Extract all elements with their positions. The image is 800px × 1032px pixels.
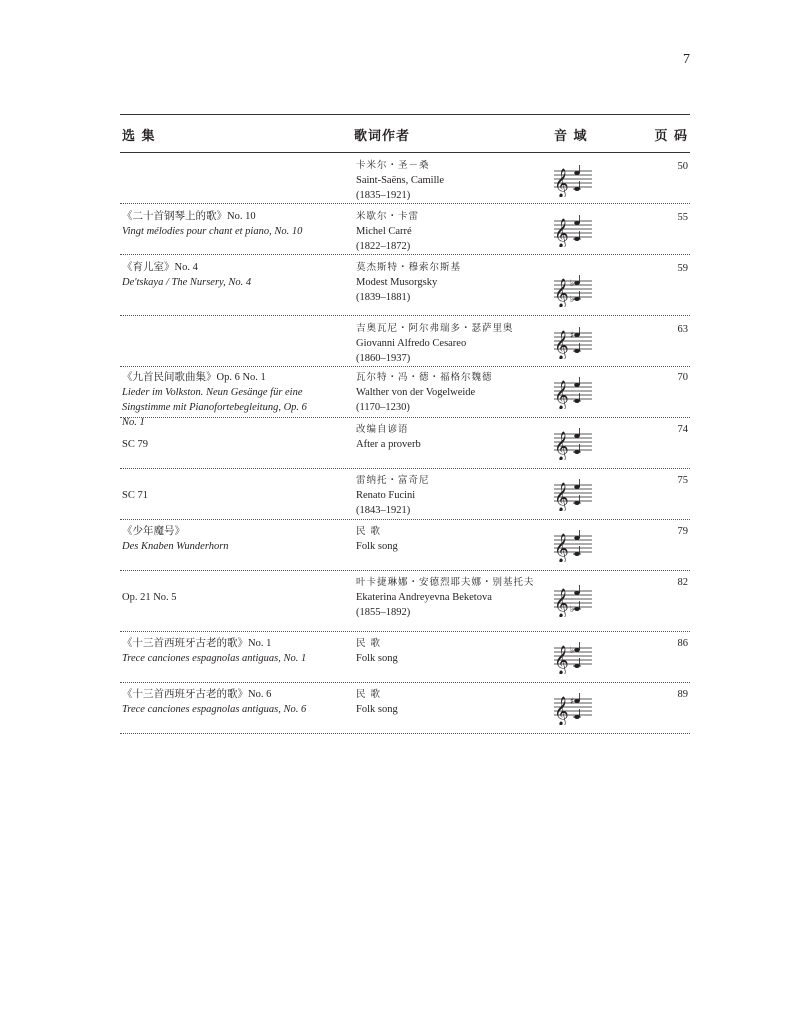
collection-en: Vingt mélodies pour chant et piano, No. 10	[122, 226, 303, 237]
author-cn: 吉奥瓦尼・阿尔弗瑞多・瑟萨里奥	[356, 323, 514, 334]
author-cn: 民 歌	[356, 526, 382, 537]
author-years: (1835–1921)	[356, 190, 411, 201]
vocal-range-staff	[552, 583, 592, 617]
page-ref: 70	[677, 372, 688, 383]
collection-single: SC 71	[122, 490, 148, 501]
author-cell	[356, 260, 556, 305]
author-cn: 改编自谚语	[356, 424, 409, 435]
table-row	[120, 153, 690, 204]
author-cn: 民 歌	[356, 689, 382, 700]
page-ref: 63	[677, 324, 688, 335]
flat-icon: ♭	[570, 279, 575, 289]
collection-cell	[122, 590, 342, 605]
collection-en: Trece canciones espagnolas antiguas, No. 1	[122, 653, 307, 664]
sharp-icon: ♯	[570, 697, 575, 707]
page-ref: 59	[677, 263, 688, 274]
author-en: Folk song	[356, 704, 398, 715]
collection-cell	[122, 524, 342, 554]
table-row	[120, 418, 690, 469]
author-cell	[356, 370, 556, 415]
table-row	[120, 520, 690, 571]
page-ref: 55	[677, 212, 688, 223]
table-header	[120, 114, 690, 153]
table-row	[120, 316, 690, 367]
collection-cn: 《十三首西班牙古老的歌》No. 6	[122, 689, 272, 700]
author-en: Renato Fucini	[356, 490, 416, 501]
vocal-range-staff	[552, 325, 592, 359]
author-en: After a proverb	[356, 439, 421, 450]
flat-icon: ♭	[570, 605, 575, 615]
collection-single: SC 79	[122, 439, 148, 450]
table-row	[120, 204, 690, 255]
author-years: (1170–1230)	[356, 402, 410, 413]
collection-cell	[122, 260, 342, 290]
author-cell	[356, 422, 556, 452]
page-ref: 89	[677, 689, 688, 700]
header-range: 音 域	[554, 129, 588, 144]
vocal-range-staff	[552, 375, 592, 409]
vocal-range-staff	[552, 213, 592, 247]
author-years: (1855–1892)	[356, 607, 411, 618]
table-row	[120, 683, 690, 734]
vocal-range-staff	[552, 426, 592, 460]
page-ref: 82	[677, 577, 688, 588]
vocal-range-staff	[552, 528, 592, 562]
author-en: Michel Carré	[356, 226, 412, 237]
author-cell	[356, 524, 556, 554]
author-cell	[356, 321, 556, 366]
author-cell	[356, 575, 556, 620]
collection-cn: 《少年魔号》	[122, 526, 185, 537]
author-en: Modest Musorgsky	[356, 277, 438, 288]
author-en: Folk song	[356, 541, 398, 552]
author-cell	[356, 158, 556, 203]
collection-cell	[122, 488, 342, 503]
collection-cn: 《十三首西班牙古老的歌》No. 1	[122, 638, 272, 649]
table-row	[120, 469, 690, 520]
table-row	[120, 571, 690, 632]
contents-table	[120, 114, 690, 734]
author-cell	[356, 687, 556, 717]
author-cn: 雷纳托・富奇尼	[356, 475, 430, 486]
author-cn: 莫杰斯特・穆索尔斯基	[356, 262, 462, 273]
page-ref: 79	[677, 526, 688, 537]
author-en: Folk song	[356, 653, 398, 664]
vocal-range-staff	[552, 273, 592, 307]
author-years: (1860–1937)	[356, 353, 411, 364]
collection-cn: 《二十首钢琴上的歌》No. 10	[122, 211, 256, 222]
collection-cn: 《九首民间歌曲集》Op. 6 No. 1	[122, 372, 266, 383]
collection-cn: 《育儿室》No. 4	[122, 262, 198, 273]
header-author: 歌词作者	[354, 129, 411, 144]
author-en: Saint-Saëns, Camille	[356, 175, 445, 186]
author-years: (1839–1881)	[356, 292, 411, 303]
collection-en: De'tskaya / The Nursery, No. 4	[122, 277, 252, 288]
vocal-range-staff	[552, 163, 592, 197]
collection-en: Lieder im Volkston. Neun Gesänge für eine Singstimme mit Pianofortebegleitung, Op. 6 No. 1	[122, 387, 307, 428]
page-ref: 86	[677, 638, 688, 649]
author-cell	[356, 209, 556, 254]
author-cn: 米歇尔・卡雷	[356, 211, 420, 222]
author-en: Giovanni Alfredo Cesareo	[356, 338, 467, 349]
vocal-range-staff	[552, 477, 592, 511]
collection-single: Op. 21 No. 5	[122, 592, 177, 603]
flat-icon: ♭	[570, 646, 575, 656]
collection-cell	[122, 209, 342, 239]
collection-cell	[122, 687, 342, 717]
author-cell	[356, 473, 556, 518]
page-ref: 50	[677, 161, 688, 172]
vocal-range-staff	[552, 691, 592, 725]
author-years: (1843–1921)	[356, 505, 411, 516]
page-number: 7	[683, 52, 690, 67]
collection-cell	[122, 437, 342, 452]
collection-en: Trece canciones espagnolas antiguas, No. 6	[122, 704, 307, 715]
page-ref: 74	[677, 424, 688, 435]
flat-icon: ♭	[570, 295, 575, 305]
collection-en: Des Knaben Wunderhorn	[122, 541, 229, 552]
author-cn: 民 歌	[356, 638, 382, 649]
author-cell	[356, 636, 556, 666]
author-en: Walther von der Vogelweide	[356, 387, 476, 398]
sharp-icon: ♯	[570, 331, 575, 341]
author-cn: 瓦尔特・冯・德・福格尔魏德	[356, 372, 493, 383]
table-row	[120, 367, 690, 428]
header-collection: 选 集	[122, 129, 156, 144]
table-row	[120, 632, 690, 683]
header-page: 页 码	[654, 129, 688, 144]
author-cn: 卡米尔・圣－桑	[356, 160, 430, 171]
table-row	[120, 255, 690, 316]
author-years: (1822–1872)	[356, 241, 411, 252]
author-en: Ekaterina Andreyevna Beketova	[356, 592, 492, 603]
author-cn: 叶卡捷琳娜・安德烈耶夫娜・别基托夫	[356, 577, 535, 588]
page-ref: 75	[677, 475, 688, 486]
vocal-range-staff	[552, 640, 592, 674]
collection-cell	[122, 636, 342, 666]
